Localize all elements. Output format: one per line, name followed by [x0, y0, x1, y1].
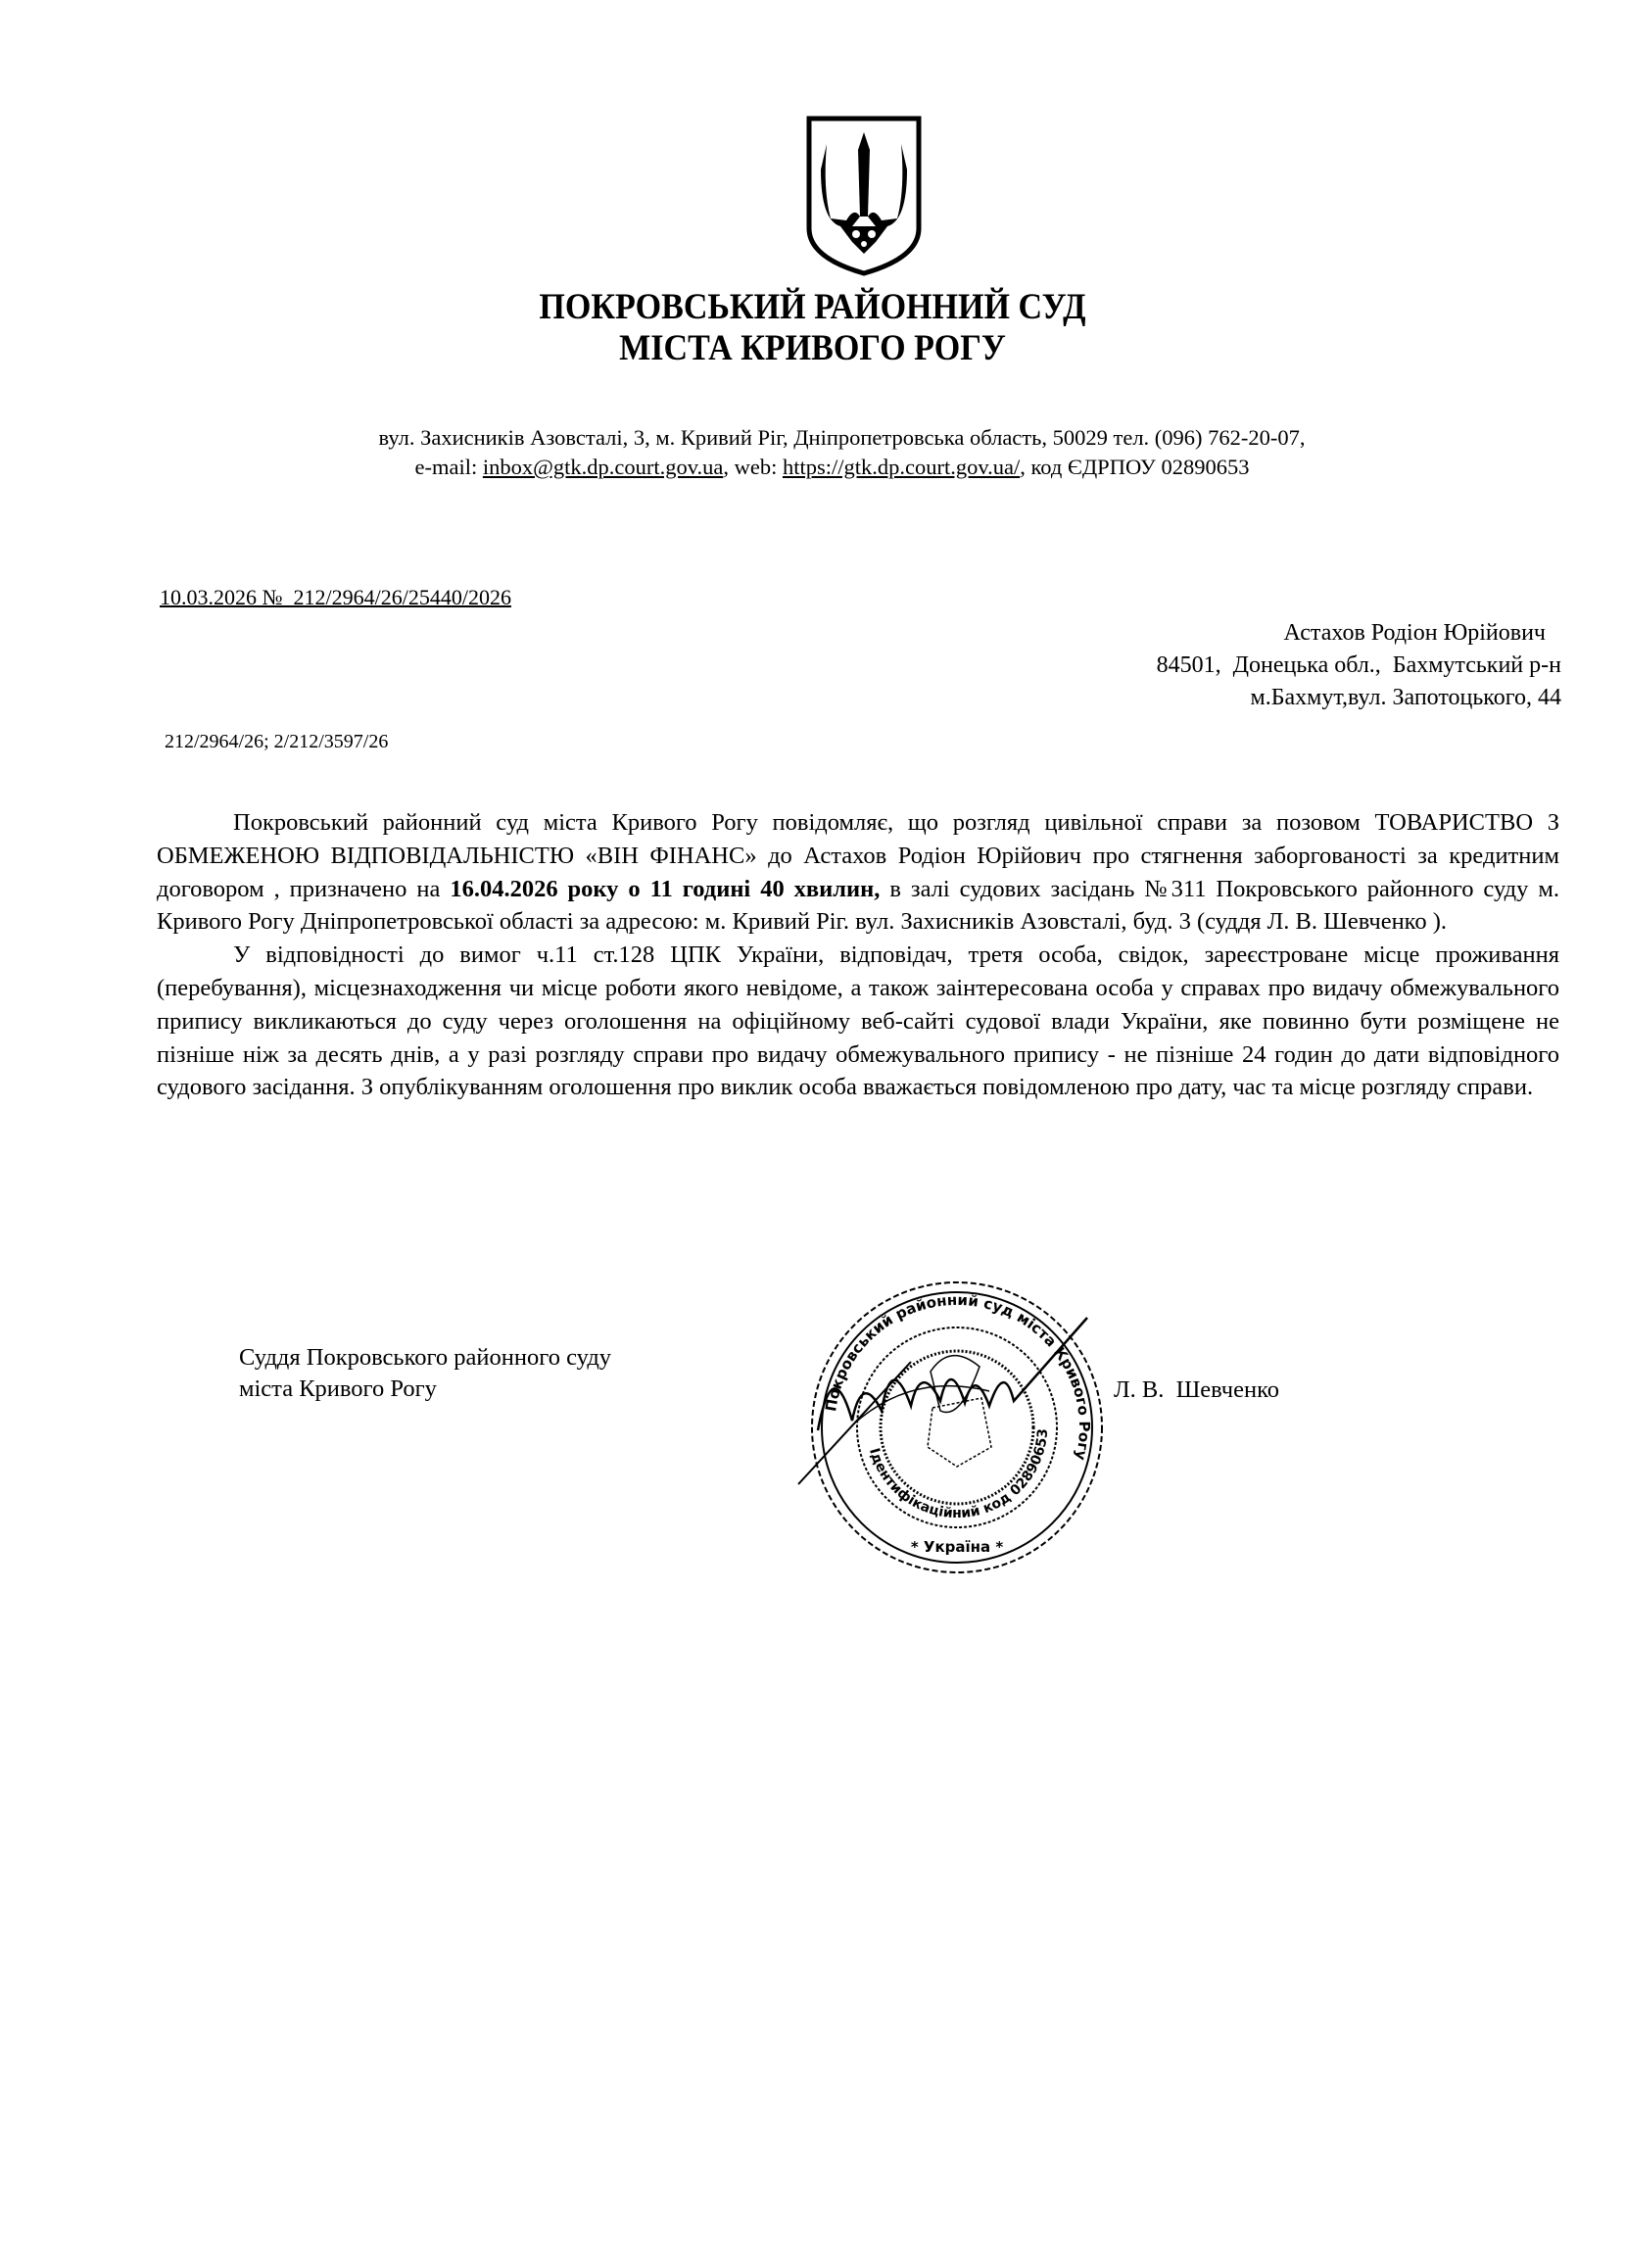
web-label: , web: [723, 455, 783, 479]
paragraph-hearing-notice [157, 806, 1559, 939]
seal-outer-text: Покровський районний суд міста Кривого Рогу [822, 1290, 1094, 1463]
court-name-line1: ПОКРОВСЬКИЙ РАЙОННИЙ СУД [539, 287, 1086, 327]
outgoing-date: 10.03.2026 [160, 585, 257, 609]
court-contacts [20, 453, 1625, 482]
trident-coat-of-arms-icon [801, 111, 927, 277]
addressee-address-line1: 84501, Донецька обл., Бахмутський р-н [1156, 652, 1561, 678]
addressee-address-line2: м.Бахмут,вул. Запотоцького, 44 [1250, 685, 1561, 710]
outgoing-number-label: № [262, 585, 283, 609]
outgoing-number: 212/2964/26/25440/2026 [293, 585, 511, 609]
court-name-line2: МІСТА КРИВОГО РОГУ [619, 328, 1006, 368]
paragraph-legal-basis: У відповідності до вимог ч.11 ст.128 ЦПК України, відповідач, третя особа, свідок, зареєстроване місце проживання (перебування), місцезнаходження чи місце роботи якого невідоме, а також заінтересована особа у справах про видачу обмежувального припису викликаються до суду через оголошення на офіційному веб-сайті судової влади України, яке повинно бути розміщене не пізніше ніж за десять днів, а у разі розгляду справи про видачу обмежувального припису - не пізніше 24 годин до дати відповідного судового засідання. З опублікуванням оголошення про виклик особа вважається повідомленою про дату, час та місце розгляду справи. [157, 941, 1559, 1101]
judge-title-line2: міста Кривого Рогу [239, 1375, 437, 1402]
paragraph-text: в залі судових засідань №311 Покровського районного суду м. Кривого Рогу Дніпропетровської області за адресою: м. Кривий Ріг. вул. Захисників Азовсталі, буд. 3 (суддя Л. В. Шевченко ). [157, 875, 1559, 936]
paragraph-text: Покровський районний суд міста Кривого Рогу повідомляє, що розгляд цивільної справи за позовом ТОВАРИСТВО З ОБМЕЖЕНОЮ ВІДПОВІДАЛЬНІСТЮ «ВІН ФІНАНС» до Астахов Родіон Юрійович про стягнення заборгованості за кредитним договором , призначено на [157, 809, 1559, 902]
addressee-block [1157, 617, 1561, 714]
judge-title [239, 1342, 611, 1405]
seal-inner-text: Ідентифікаційний код 02890653 [865, 1427, 1052, 1522]
seal-bottom-text: * Україна * [910, 1538, 1004, 1556]
edrpou-code: , код ЄДРПОУ 02890653 [1020, 455, 1250, 479]
court-address: вул. Захисників Азовсталі, 3, м. Кривий Ріг, Дніпропетровська область, 50029 тел. (096) 762-20-07, [378, 425, 1306, 450]
email-label: e-mail: [414, 455, 483, 479]
judge-name: Л. В. Шевченко [1114, 1376, 1280, 1403]
addressee-name: Астахов Родіон Юрійович [1283, 620, 1546, 646]
handwritten-signature [793, 1313, 1107, 1489]
case-references: 212/2964/26; 2/212/3597/26 [165, 731, 389, 752]
letter-body [157, 806, 1559, 1104]
email-link[interactable]: inbox@gtk.dp.court.gov.ua [482, 455, 724, 479]
outgoing-reference [160, 585, 511, 610]
judge-title-line1: Суддя Покровського районного суду [239, 1344, 612, 1371]
hearing-datetime: 16.04.2026 року о 11 годині 40 хвилин, [450, 875, 881, 902]
web-link[interactable]: https://gtk.dp.court.gov.ua/ [782, 455, 1021, 479]
